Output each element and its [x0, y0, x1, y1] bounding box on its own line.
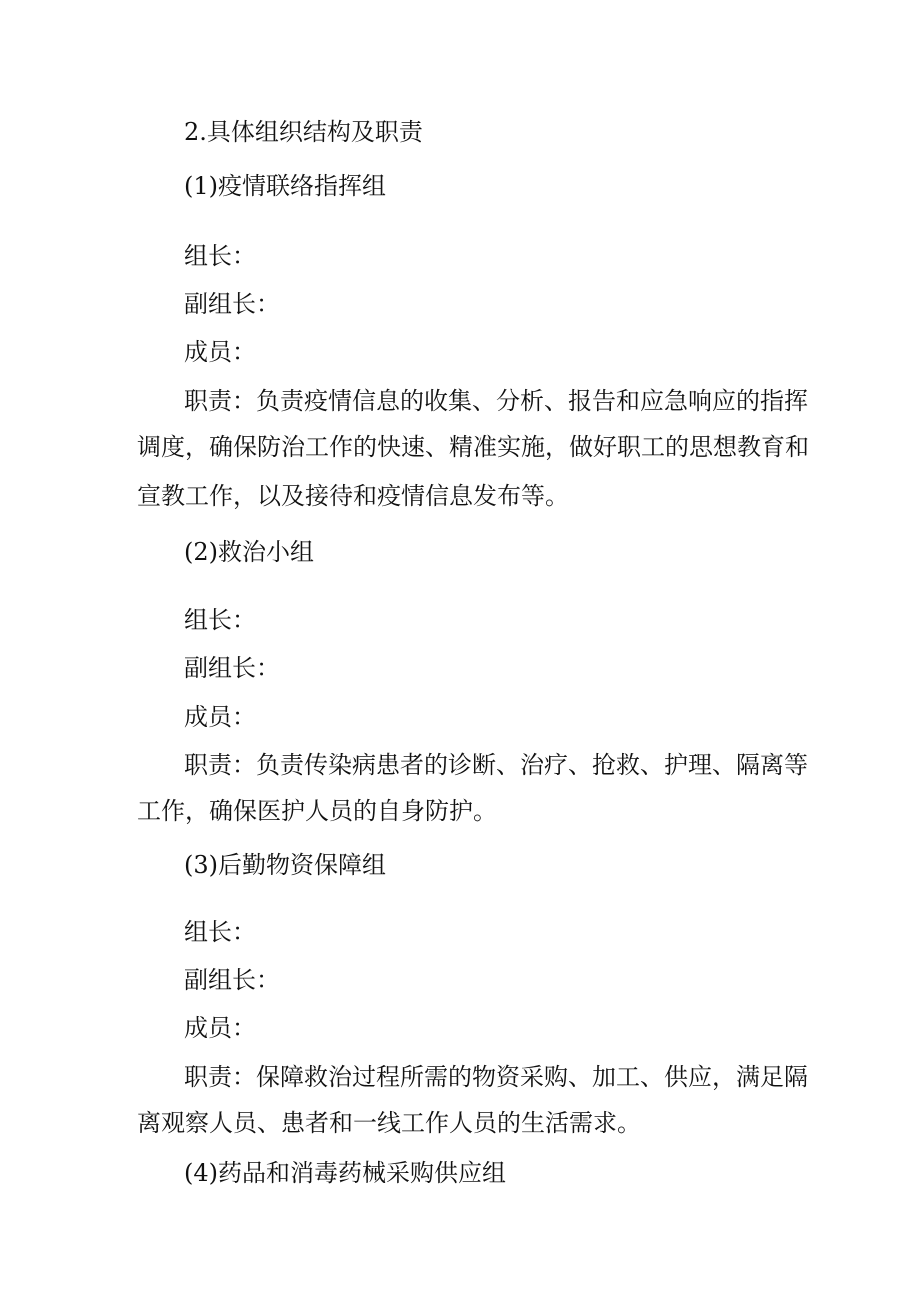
group-deputy-label: 副组长：: [184, 966, 280, 994]
group-members-label: 成员：: [184, 338, 256, 366]
duty-line: 职责：保障救治过程所需的物资采购、加工、供应，满足隔: [184, 1063, 808, 1091]
duty-line: 调度，确保防治工作的快速、精准实施，做好职工的思想教育和: [137, 433, 809, 461]
group-leader-label: 组长：: [184, 242, 256, 270]
duty-line: 离观察人员、患者和一线工作人员的生活需求。: [137, 1109, 641, 1137]
group-members-label: 成员：: [184, 703, 256, 731]
group-deputy-label: 副组长：: [184, 654, 280, 682]
group-leader-label: 组长：: [184, 606, 256, 634]
duty-line: 职责：负责传染病患者的诊断、治疗、抢救、护理、隔离等: [184, 751, 808, 779]
group-deputy-label: 副组长：: [184, 290, 280, 318]
section-heading: 2.具体组织结构及职责: [184, 118, 423, 146]
duty-line: 宣教工作，以及接待和疫情信息发布等。: [137, 482, 569, 510]
group-leader-label: 组长：: [184, 918, 256, 946]
duty-line: 工作，确保医护人员的自身防护。: [137, 797, 497, 825]
group-members-label: 成员：: [184, 1014, 256, 1042]
group-title: (2)救治小组: [184, 538, 314, 566]
duty-line: 职责：负责疫情信息的收集、分析、报告和应急响应的指挥: [184, 387, 808, 415]
group-title: (1)疫情联络指挥组: [184, 172, 386, 200]
group-title: (4)药品和消毒药械采购供应组: [184, 1159, 506, 1187]
group-title: (3)后勤物资保障组: [184, 851, 386, 879]
